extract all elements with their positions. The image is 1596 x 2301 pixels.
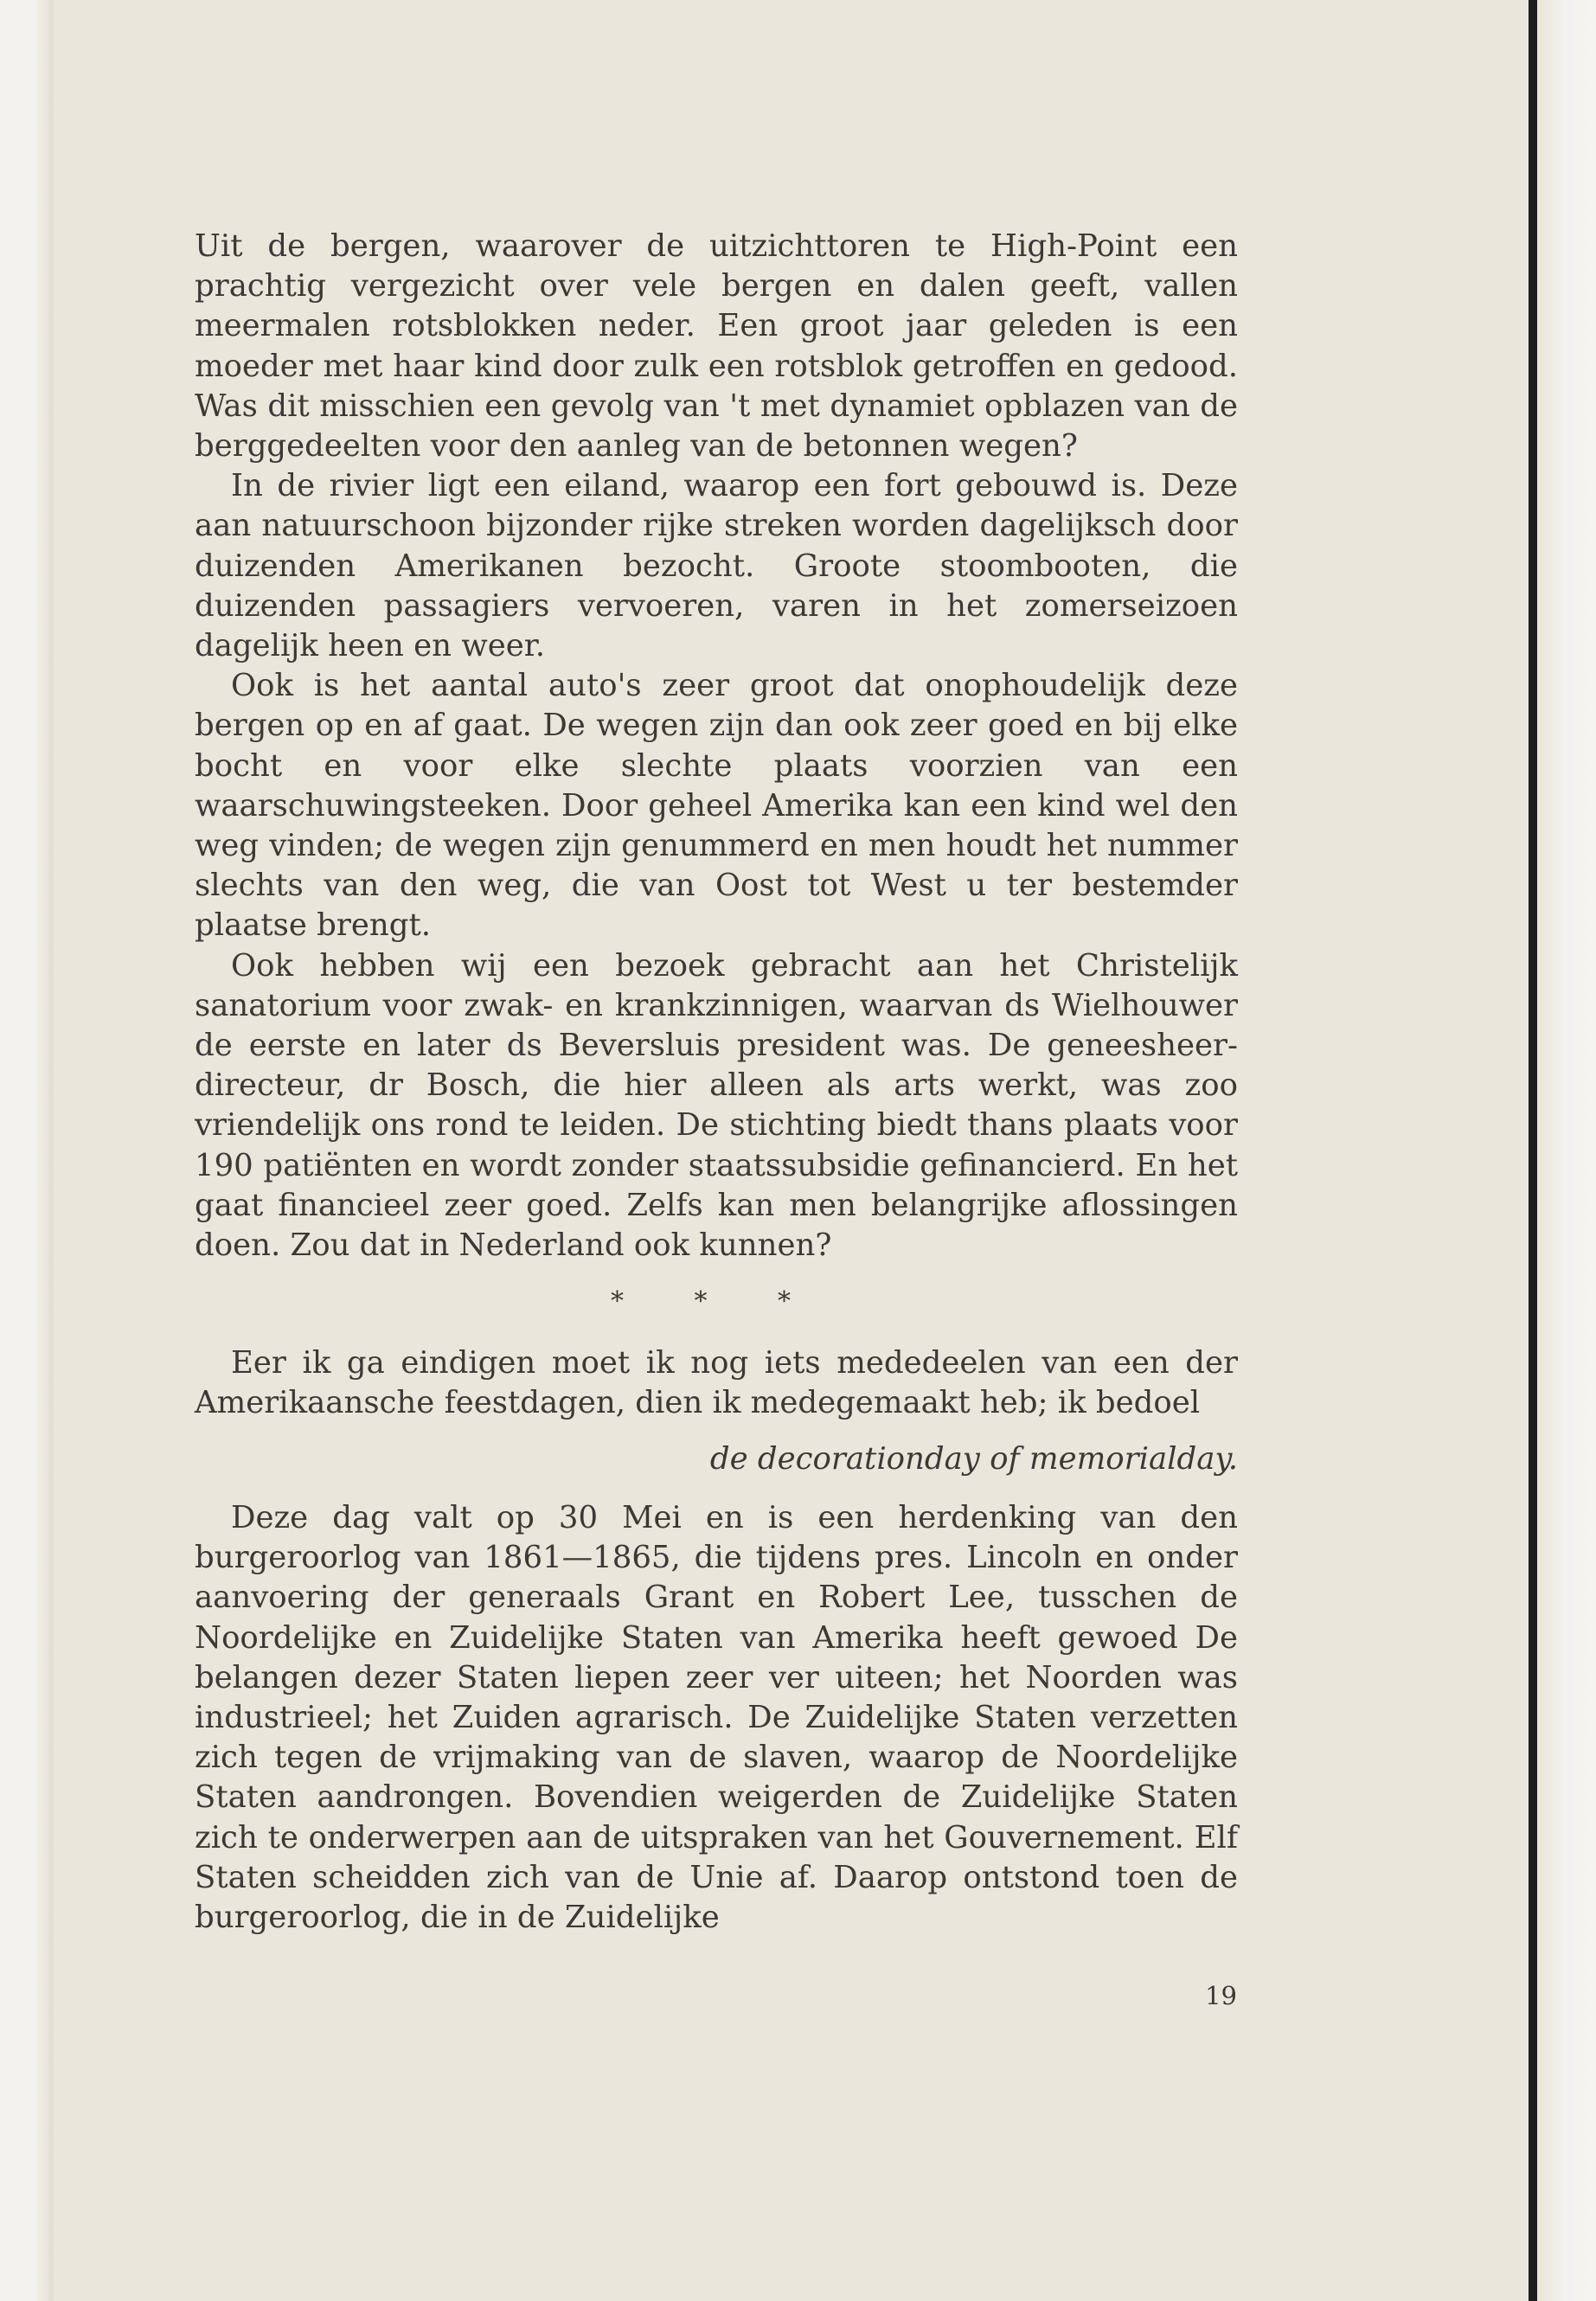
paragraph-island-fort: In de rivier ligt een eiland, waarop een fort gebouwd is. Deze aan natuurschoon bijzonder rijke streken worden dagelijksch door duizenden Amerikanen bezocht. Groote stoombooten, die duizenden passagiers vervoeren, varen in het zomerseizoen dagelijk heen en weer.: [195, 468, 1238, 664]
italic-heading: de decorationday of memorialday.: [709, 1440, 1238, 1477]
scan-margin-left: [0, 0, 54, 2301]
paragraph-feastday-intro: Eer ik ga eindigen moet ik nog iets mededeelen van een der Amerikaansche feestdagen, dien ik medegemaakt heb; ik bedoel: [195, 1345, 1238, 1421]
page-edge-shadow: [1529, 0, 1537, 2301]
paragraph-civil-war: Deze dag valt op 30 Mei en is een herdenking van den burgeroorlog van 1861—1865, die tijdens pres. Lincoln en onder aanvoering der generaals Grant en Robert Lee, tusschen de Noordelijke en Zuidelijke Staten van Amerika heeft gewoed De belangen dezer Staten liepen zeer ver uiteen; het Noorden was industrieel; het Zuiden agrarisch. De Zuidelijke Staten verzetten zich tegen de vrijmaking van de slaven, waarop de Noordelijke Staten aandrongen. Bovendien weigerden de Zuidelijke Staten zich te onderwerpen aan de uitspraken van het Gouvernement. Elf Staten scheidden zich van de Unie af. Daarop ontstond toen de burgeroorlog, die in de Zuidelijke: [195, 1499, 1238, 1935]
body-text: [195, 227, 1238, 1938]
paragraph-rockfall: Uit de bergen, waarover de uitzichttoren te High-Point een prachtig vergezicht over vele bergen en dalen geeft, vallen meermalen rotsblokken neder. Een groot jaar geleden is een moeder met haar kind door zulk een rotsblok getroffen en gedood. Was dit misschien een gevolg van 't met dynamiet opblazen van de berggedeelten voor den aanleg van de betonnen wegen?: [195, 228, 1238, 465]
scan-margin-right: [1537, 0, 1596, 2301]
page-number: 19: [1205, 1981, 1237, 2010]
section-separator: * * *: [610, 1286, 823, 1317]
paragraph-roads: Ook is het aantal auto's zeer groot dat onophoudelijk deze bergen op en af gaat. De wegen zijn dan ook zeer goed en bij elke bocht en voor elke slechte plaats voorzien van een waarschuwingsteeken. Door geheel Amerika kan een kind wel den weg vinden; de wegen zijn genummerd en men houdt het nummer slechts van den weg, die van Oost tot West u ter bestemder plaatse brengt.: [195, 668, 1238, 944]
paragraph-sanatorium: Ook hebben wij een bezoek gebracht aan het Christelijk sanatorium voor zwak- en krankzinnigen, waarvan ds Wielhouwer de eerste en later ds Beversluis president was. De geneesheer-directeur, dr Bosch, die hier alleen als arts werkt, was zoo vriendelijk ons rond te leiden. De stichting biedt thans plaats voor 190 patiënten en wordt zonder staatssubsidie gefinancierd. En het gaat financieel zeer goed. Zelfs kan men belangrijke aflossingen doen. Zou dat in Nederland ook kunnen?: [195, 947, 1238, 1264]
